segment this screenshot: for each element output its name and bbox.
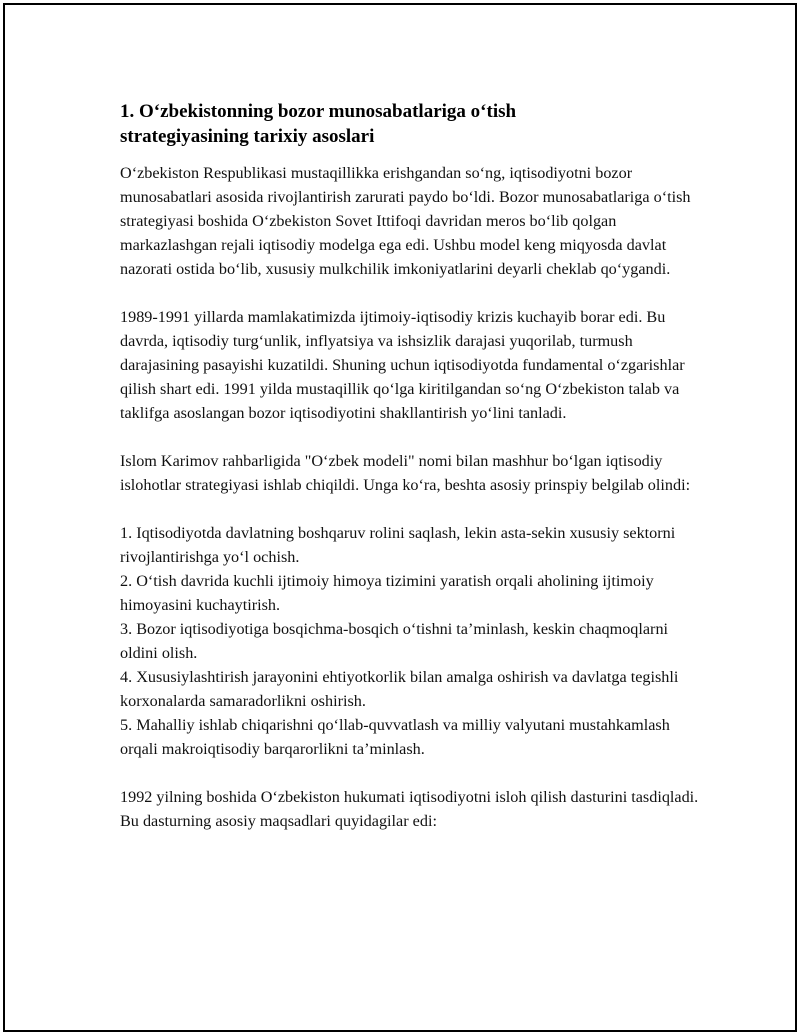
section-heading-line-2: strategiyasining tarixiy asoslari: [120, 126, 375, 147]
paragraph-reform-program: 1992 yilning boshida O‘zbekiston hukumati iqtisodiyotni isloh qilish dasturini tasdiqladi. Bu dasturning asosiy maqsadlari quyidagilar edi:: [120, 788, 699, 830]
section-heading: [120, 99, 700, 149]
paragraph-uzbek-model: Islom Karimov rahbarligida "O‘zbek modeli" nomi bilan mashhur bo‘lgan iqtisodiy islohotlar strategiyasi ishlab chiqildi. Unga ko‘ra, beshta asosiy prinspiy belgilab olindi:: [120, 452, 691, 494]
principle-item: 3. Bozor iqtisodiyotiga bosqichma-bosqich o‘tishni ta’minlash, keskin chaqmoqlarni oldini olish.: [120, 620, 669, 662]
section-heading-line-1: 1. O‘zbekistonning bozor munosabatlariga o‘tish: [120, 101, 517, 122]
paragraph-independence: O‘zbekiston Respublikasi mustaqillikka erishgandan so‘ng, iqtisodiyotni bozor munosabatlari asosida rivojlantirish zarurati paydo bo‘ldi. Bozor munosabatlariga o‘tish strategiyasi boshida O‘zbekiston Sovet Ittifoqi davridan meros bo‘lib qolgan markazlashgan rejali iqtisodiy modelga ega edi. Ushbu model keng miqyosda davlat nazorati ostida bo‘lib, xususiy mulkchilik imkoniyatlarini deyarli cheklab qo‘ygandi.: [120, 164, 691, 278]
principle-item: 2. O‘tish davrida kuchli ijtimoiy himoya tizimini yaratish orqali aholining ijtimoiy himoyasini kuchaytirish.: [120, 572, 654, 614]
principles-list: [120, 521, 700, 761]
paragraph-crisis: 1989-1991 yillarda mamlakatimizda ijtimoiy-iqtisodiy krizis kuchayib borar edi. Bu davrda, iqtisodiy turg‘unlik, inflyatsiya va ishsizlik darajasi yuqorilab, turmush darajasining pasayishi kuzatildi. Shuning uchun iqtisodiyotda fundamental o‘zgarishlar qilish shart edi. 1991 yilda mustaqillik qo‘lga kiritilgandan so‘ng O‘zbekiston talab va taklifga asoslangan bozor iqtisodiyotini shakllantirish yo‘lini tanladi.: [120, 308, 685, 422]
document-body: [120, 99, 700, 857]
principle-item: 4. Xususiylashtirish jarayonini ehtiyotkorlik bilan amalga oshirish va davlatga tegishli korxonalarda samaradorlikni oshirish.: [120, 668, 679, 710]
document-page: [3, 3, 797, 1032]
principle-item: 5. Mahalliy ishlab chiqarishni qo‘llab-quvvatlash va milliy valyutani mustahkamlash orqali makroiqtisodiy barqarorlikni ta’minlash.: [120, 716, 670, 758]
principle-item: 1. Iqtisodiyotda davlatning boshqaruv rolini saqlash, lekin asta-sekin xususiy sektorni rivojlantirishga yo‘l ochish.: [120, 524, 676, 566]
